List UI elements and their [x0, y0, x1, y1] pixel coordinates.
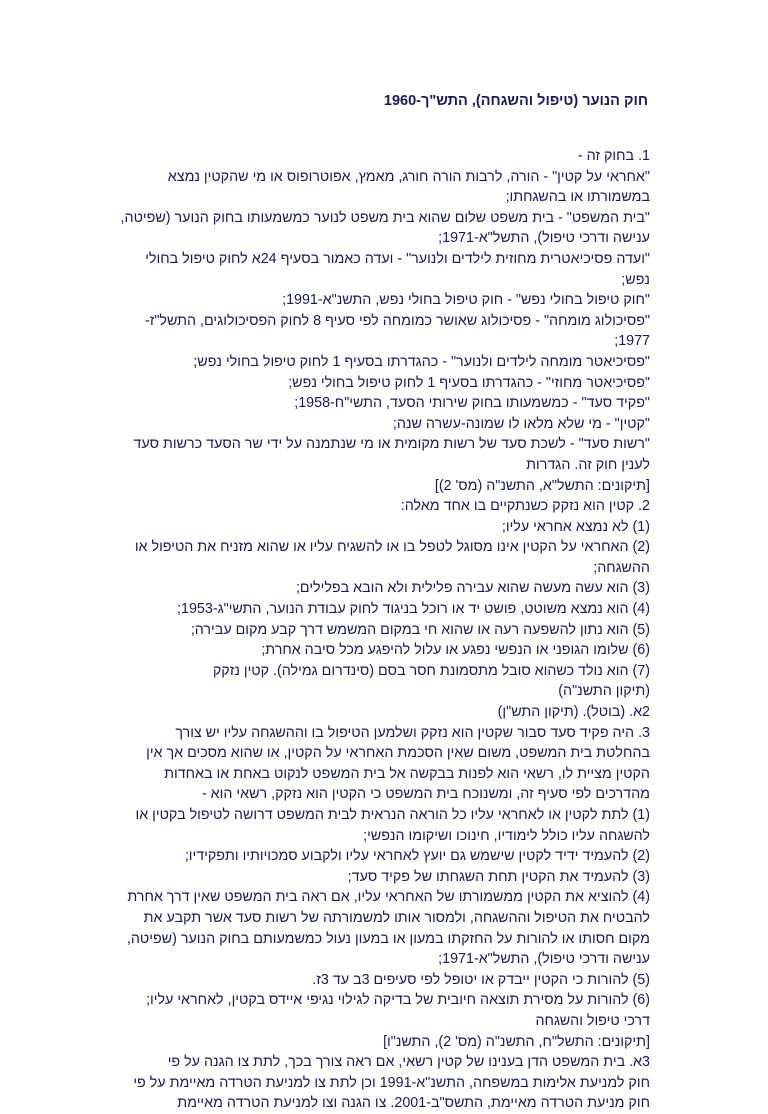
- document-line: (7) הוא נולד כשהוא סובל מתסמונת חסר בסם (סינדרום גמילה). קטין נזקק: [212, 662, 650, 679]
- document-line: (5) להורות כי הקטין ייבדק או יטופל לפי סעיפים 3ב עד 3ז.: [312, 971, 650, 988]
- document-line: "פסיכיאטר מחוזי" - כהגדרתו בסעיף 1 לחוק טיפול בחולי נפש;: [288, 374, 650, 391]
- document-line: [תיקונים: התשל"א, התשנ"ה (מס' 2)]: [434, 477, 650, 494]
- document-line: להבטיח את הטיפול וההשגחה, ולמסור אותו למשמורתה של רשות סעד אשר תקבע את: [143, 909, 650, 926]
- document-line: (6) להורות על מסירת תוצאה חיובית של בדיקה לגילוי נגיפי איידס בקטין, לאחראי עליו;: [146, 992, 650, 1009]
- document-line: (3) להעמיד את הקטין תחת השגחתו של פקיד סעד;: [347, 868, 650, 885]
- document-line: (5) הוא נתון להשפעה רעה או שהוא חי במקום המשמש דרך קבע מקום עבירה;: [190, 621, 650, 638]
- document-line: להשגחה עליו כולל לימודיו, חינוכו ושיקומו הנפשי;: [363, 827, 650, 844]
- document-line: (1) לתת לקטין או לאחראי עליו כל הוראה הנראית לבית המשפט דרושה לטיפול בקטין או: [135, 807, 650, 823]
- document-line: 2. קטין הוא נזקק כשנתקיים בו אחד מאלה:: [400, 498, 650, 515]
- document-line: במשמורתו או בהשגחתו;: [505, 189, 650, 206]
- document-line: 1977;: [614, 333, 650, 350]
- document-line: (2) האחראי על הקטין אינו מסוגל לטפל בו או להשגיח עליו או שהוא מזניח את הטיפול או: [134, 539, 650, 556]
- document-line: "בית המשפט" - בית משפט שלום שהוא בית משפט לנוער כמשמעותו בחוק הנוער (שפיטה,: [120, 209, 650, 226]
- document-line: (4) הוא נמצא משוטט, פושט יד או רוכל בניגוד לחוק עבודת הנוער, התשי"ג-1953;: [177, 601, 650, 618]
- document-line: "פסיכולוג מומחה" - פסיכולוג שאושר כמומחה לפי סעיף 8 לחוק הפסיכולוגים, התשל"ז-: [144, 312, 650, 329]
- document-line: ענישה ודרכי טיפול), התשל"א-1971;: [438, 951, 650, 968]
- document-line: (תיקון התשנ"ה): [558, 683, 650, 700]
- document-line: "קטין" - מי שלא מלאו לו שמונה-עשרה שנה;: [392, 415, 650, 432]
- document-line: "חוק טיפול בחולי נפש" - חוק טיפול בחולי נפש, התשנ"א-1991;: [282, 292, 650, 309]
- document-line: נפש;: [621, 271, 650, 288]
- document-title: חוק הנוער (טיפול והשגחה), התש"ך-1960: [383, 93, 648, 109]
- document-line: מקום חסותו או להורות על החזקתו במעון או במעון נעול כמשמעותם בחוק הנוער (שפיטה,: [126, 930, 650, 947]
- document-line: (3) הוא עשה מעשה שהוא עבירה פלילית ולא הובא בפלילים;: [295, 580, 650, 597]
- document-line: (6) שלומו הגופני או הנפשי נפגע או עלול להיפגע מכל סיבה אחרת;: [261, 642, 650, 659]
- document-line: מהדרכים לפי סעיף זה, ומשנוכח בית המשפט כי הקטין הוא נזקק, רשאי הוא -: [201, 786, 650, 803]
- document-line: (1) לא נמצא אחראי עליו;: [501, 518, 650, 535]
- document-line: הקטין מציית לו, רשאי הוא לפנות בבקשה אל בית המשפט לנקוט באחת או באחדות: [164, 765, 650, 782]
- document-line: ענישה ודרכי טיפול), התשל"א-1971;: [438, 230, 650, 247]
- document-line: דרכי טיפול והשגחה: [535, 1012, 650, 1029]
- document-line: 1. בחוק זה -: [577, 148, 650, 164]
- document-line: "פסיכיאטר מומחה לילדים ולנוער" - כהגדרתו בסעיף 1 לחוק טיפול בחולי נפש;: [193, 353, 650, 370]
- document-line: ההשגחה;: [593, 559, 650, 576]
- document-line: לענין חוק זה. הגדרות: [526, 456, 650, 473]
- document-line: "אחראי על קטין" - הורה, לרבות הורה חורג, מאמץ, אפוטרופוס או מי שהקטין נמצא: [167, 168, 650, 185]
- document-line: חוק למניעת אלימות במשפחה, התשנ"א-1991 וכן לתת צו למניעת הטרדה מאיימת על פי: [133, 1074, 650, 1091]
- document-line: (4) להוציא את הקטין ממשמורתו של האחראי עליו, אם ראה בית המשפט שאין דרך אחרת: [127, 889, 650, 906]
- document-line: (2) להעמיד ידיד לקטין שישמש גם יועץ לאחראי עליו ולקבוע סמכויותיו ותפקידיו;: [184, 848, 650, 865]
- document-line: [תיקונים: התשל"ח, התשנ"ה (מס' 2), התשנ"ו]: [383, 1033, 650, 1050]
- document-line: 2א. (בוטל). (תיקון התש"ן): [497, 704, 650, 721]
- document-line: "רשות סעד" - לשכת סעד של רשות מקומית או מי שנתמנה על ידי שר הסעד כרשות סעד: [133, 436, 650, 453]
- document-body: [110, 146, 650, 1114]
- document-line: בהחלטת בית המשפט, משום שאין הסכמת האחראי על הקטין, או שהוא מסכים אך אין: [146, 745, 650, 762]
- document-line: 3א. בית המשפט הדן בענינו של קטין רשאי, אם ראה צורך בכך, לתת צו הגנה על פי: [167, 1054, 650, 1071]
- document-line: חוק מניעת הטרדה מאיימת, התשס"ב-2001. צו הגנה וצו למניעת הטרדה מאיימת: [177, 1095, 650, 1112]
- document-line: 3. היה פקיד סעד סבור שקטין הוא נזקק ושלמען הטיפול בו וההשגחה עליו יש צורך: [175, 724, 650, 741]
- document-line: "פקיד סעד" - כמשמעותו בחוק שירותי הסעד, התשי"ח-1958;: [294, 395, 650, 412]
- document-line: "ועדה פסיכיאטרית מחוזית לילדים ולנוער" - ועדה כאמור בסעיף 24א לחוק טיפול בחולי: [145, 250, 650, 267]
